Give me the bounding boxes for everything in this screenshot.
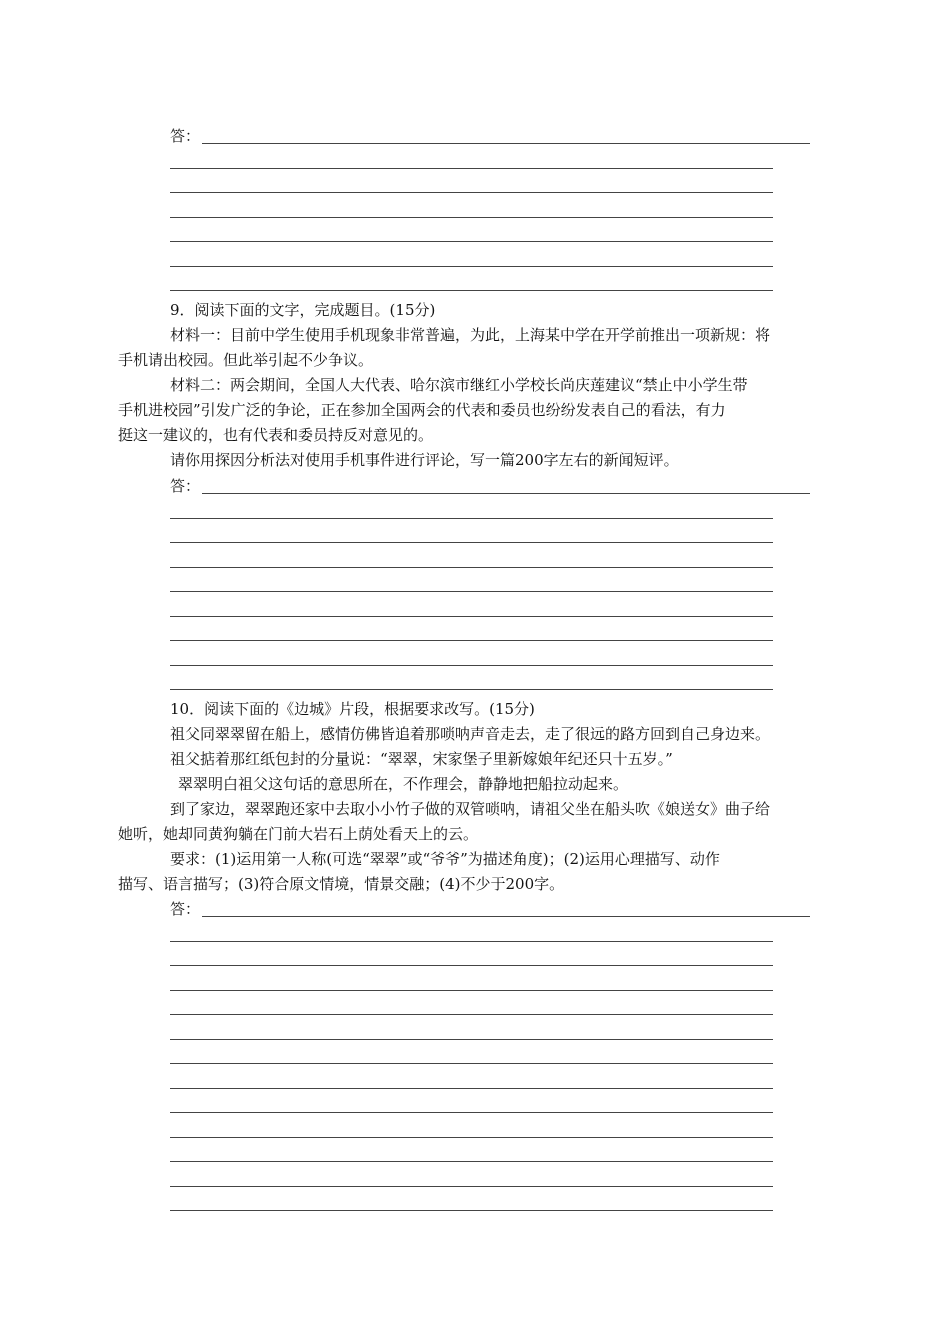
answer-line — [170, 543, 773, 568]
question-10-requirements-cont: 描写、语言描写；(3)符合原文情境，情景交融；(4)不少于200字。 — [118, 875, 565, 893]
answer-line — [170, 1138, 773, 1163]
answer-line — [202, 131, 810, 144]
answer-label: 答： — [170, 477, 201, 495]
answer-line — [170, 942, 773, 967]
answer-line — [170, 966, 773, 991]
question-10-para4-cont: 她听，她却同黄狗躺在门前大岩石上荫处看天上的云。 — [118, 825, 479, 843]
answer-line — [170, 1089, 773, 1114]
question-10-para4: 到了家边，翠翠跑还家中去取小小竹子做的双管唢呐，请祖父坐在船头吹《娘送女》曲子给 — [170, 800, 771, 818]
answer-line — [170, 617, 773, 642]
question-10-requirements: 要求：(1)运用第一人称(可选“翠翠”或“爷爷”为描述角度)；(2)运用心理描写、动作 — [170, 850, 720, 868]
answer-line — [202, 904, 810, 917]
answer-line — [170, 592, 773, 617]
answer-line — [170, 1187, 773, 1212]
answer-line — [202, 481, 810, 494]
answer-line — [170, 1113, 773, 1138]
answer-line — [170, 1015, 773, 1040]
answer-area-9 — [170, 478, 810, 690]
answer-line — [170, 144, 773, 169]
answer-area-10 — [170, 901, 810, 1211]
answer-line — [170, 169, 773, 194]
answer-line — [170, 218, 773, 243]
answer-line — [170, 494, 773, 519]
question-9-material1-cont: 手机请出校园。但此举引起不少争议。 — [118, 351, 374, 369]
answer-line — [170, 641, 773, 666]
answer-label: 答： — [170, 900, 201, 918]
answer-area-8 — [170, 128, 810, 291]
question-10-para1: 祖父同翠翠留在船上，感情仿佛皆追着那唢呐声音走去，走了很远的路方回到自己身边来。 — [170, 725, 771, 743]
question-9-material2-cont: 挺这一建议的，也有代表和委员持反对意见的。 — [118, 426, 434, 444]
question-10-para3: 翠翠明白祖父这句话的意思所在，不作理会，静静地把船拉动起来。 — [178, 775, 629, 793]
question-10-title: 10．阅读下面的《边城》片段，根据要求改写。(15分) — [170, 700, 535, 718]
question-9-material2-cont: 手机进校园”引发广泛的争论，正在参加全国两会的代表和委员也纷纷发表自己的看法，有力 — [118, 401, 726, 419]
answer-label: 答： — [170, 127, 201, 145]
answer-line — [170, 666, 773, 691]
question-9 — [118, 298, 820, 473]
answer-line — [170, 1040, 773, 1065]
question-9-material2: 材料二：两会期间，全国人大代表、哈尔滨市继红小学校长尚庆莲建议“禁止中小学生带 — [170, 376, 748, 394]
answer-line — [170, 267, 773, 292]
question-9-material1: 材料一：目前中学生使用手机现象非常普遍，为此，上海某中学在开学前推出一项新规：将 — [170, 326, 771, 344]
answer-line — [170, 242, 773, 267]
answer-line — [170, 193, 773, 218]
question-9-title: 9．阅读下面的文字，完成题目。(15分) — [170, 301, 436, 319]
answer-line — [170, 519, 773, 544]
question-9-task: 请你用探因分析法对使用手机事件进行评论，写一篇200字左右的新闻短评。 — [170, 451, 679, 469]
question-10 — [118, 697, 820, 897]
answer-line — [170, 917, 773, 942]
answer-line — [170, 1064, 773, 1089]
answer-line — [170, 568, 773, 593]
answer-line — [170, 991, 773, 1016]
answer-line — [170, 1162, 773, 1187]
question-10-para2: 祖父掂着那红纸包封的分量说：“翠翠，宋家堡子里新嫁娘年纪还只十五岁。” — [170, 750, 673, 768]
